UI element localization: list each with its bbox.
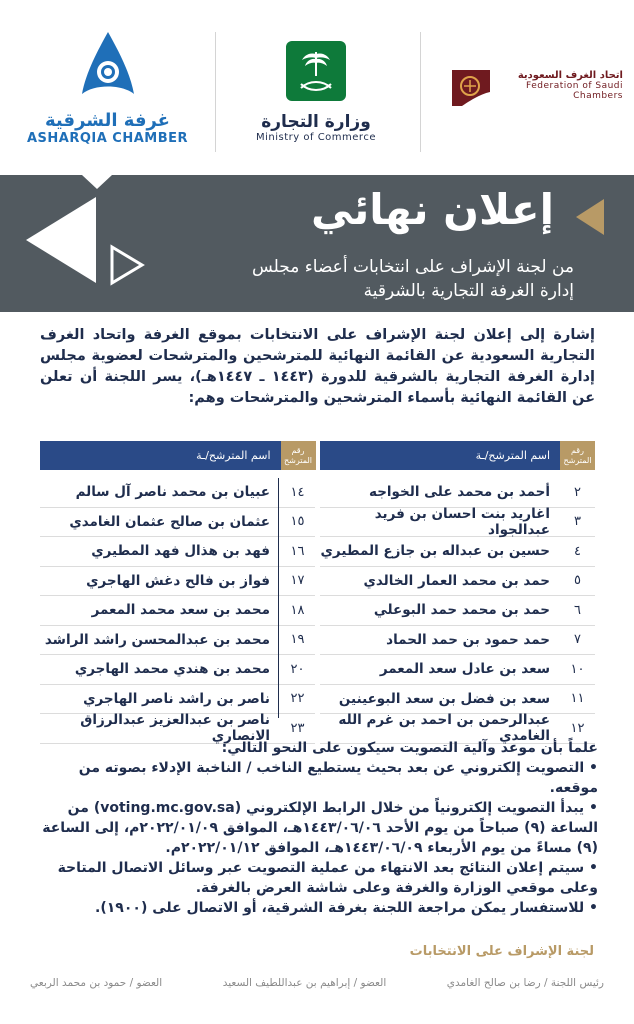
fsc-emblem-icon [448, 62, 494, 108]
column-divider [278, 478, 279, 718]
announcement-subtitle [154, 255, 574, 303]
candidate-name: حسين بن عبداله بن جازع المطيري [320, 543, 550, 560]
candidate-name: محمد بن عبدالمحسن راشد الراشد [44, 631, 270, 648]
signature-chairman: رئيس اللجنة / رضا بن صالح الغامدي [446, 977, 604, 989]
candidate-number: ١٠ [570, 661, 585, 677]
candidate-cell [320, 655, 595, 685]
fsc-logo-en: Federation of Saudi Chambers [526, 80, 623, 101]
candidate-name: سعد بن عادل سعد المعمر [379, 661, 550, 678]
candidate-name: حمد بن محمد حمد البوعلي [373, 602, 550, 619]
asharqia-logo-en: ASHARQIA CHAMBER [26, 131, 189, 146]
candidate-cell [320, 567, 595, 597]
note-text: ) من الساعة (٩) صباحاً من يوم الأحد ١٤٤٣/٠٦/٠٦هـ، الموافق ٢٠٢٢/٠١/٠٩م، إلى الساعة (٩) مساءً من يوم الأربعاء ١٤٤٣/٠٦/٠٩هـ، الموافق ٢٠٢٢/٠١/١٢م. [42, 800, 598, 856]
note-bullet: • التصويت إلكتروني عن بعد بحيث يستطيع الناخب / الناخبة الإدلاء بصوته من موقعه. [78, 760, 598, 796]
candidate-cell [320, 478, 595, 508]
candidate-cell [40, 478, 315, 508]
candidate-cell [40, 685, 315, 715]
table-row [40, 685, 595, 715]
table-row [40, 596, 595, 626]
candidate-cell [40, 508, 315, 538]
table-row [40, 655, 595, 685]
palm-swords-emblem-icon [285, 40, 347, 102]
candidate-name: سعد بن فضل بن سعد البوعينين [338, 690, 550, 707]
candidate-cell [320, 626, 595, 656]
candidate-name: حمد بن محمد العمار الخالدي [363, 572, 550, 589]
candidate-name: عثمان بن صالح عثمان الغامدي [69, 513, 270, 530]
note-bullet: • للاستفسار يمكن مراجعة اللجنة بغرفة الشرقية، أو الاتصال على (١٩٠٠). [95, 900, 598, 916]
num-header-right: رقم المترشح [560, 441, 595, 470]
candidate-number: ٣ [574, 514, 581, 530]
subtitle-line-1: من لجنة الإشراف على انتخابات أعضاء مجلس [251, 257, 574, 277]
gold-triangle-icon [576, 199, 604, 235]
name-header-right: اسم المترشح/ـة [320, 441, 561, 470]
candidate-cell [40, 596, 315, 626]
candidate-number: ٢٢ [290, 691, 305, 707]
signature-member-2: العضو / إبراهيم بن عبداللطيف السعيد [222, 977, 387, 989]
ministry-of-commerce-logo [228, 40, 404, 143]
announcement-title: إعلان نهائي [311, 185, 554, 234]
candidate-number: ٢ [574, 484, 581, 500]
table-row [40, 626, 595, 656]
candidate-cell [40, 655, 315, 685]
candidate-number: ١٩ [290, 632, 305, 648]
voting-notes [38, 738, 598, 918]
candidate-number: ١٧ [290, 573, 305, 589]
voting-link[interactable]: voting.mc.gov.sa [100, 800, 235, 816]
federation-saudi-chambers-logo [448, 62, 623, 108]
candidate-cell [320, 596, 595, 626]
candidate-cell [320, 505, 595, 538]
candidate-name: ناصر بن راشد ناصر الهاجري [83, 690, 270, 707]
candidate-number: ٤ [574, 543, 581, 559]
table-row [40, 567, 595, 597]
logo-divider [215, 32, 216, 152]
table-row [40, 537, 595, 567]
asharqia-chamber-logo [20, 30, 195, 146]
fsc-logo-ar: اتحاد الغرف السعودية [517, 69, 623, 81]
candidate-name: فهد بن هذال فهد المطيري [91, 543, 270, 560]
moc-logo-ar: وزارة التجارة [261, 112, 371, 132]
num-header-left: رقم المترشح [281, 441, 316, 470]
candidate-cell [320, 537, 595, 567]
candidates-table-header [40, 441, 595, 470]
candidate-number: ١٨ [290, 602, 305, 618]
candidate-number: ١١ [570, 691, 585, 707]
signature-member-1: العضو / حمود بن محمد الربعي [30, 977, 163, 989]
asharqia-logo-ar: غرفة الشرقية [45, 110, 170, 131]
note-bullet [38, 798, 598, 858]
notes-heading: علماً بأن موعد وآلية التصويت سيكون على النحو التالي: [221, 740, 598, 756]
candidate-cell [40, 567, 315, 597]
table-row [40, 505, 595, 538]
signatures [30, 977, 604, 989]
note-text: • يبدأ التصويت إلكترونياً من خلال الرابط الإلكتروني ( [234, 800, 598, 816]
candidate-number: ١٦ [290, 543, 305, 559]
candidate-cell [40, 626, 315, 656]
committee-title: لجنة الإشراف على الانتخابات [409, 944, 594, 959]
candidate-cell [40, 537, 315, 567]
intro-paragraph: إشارة إلى إعلان لجنة الإشراف على الانتخابات بموقع الغرفة واتحاد الغرف التجارية السعودية عن القائمة النهائية للمترشحين والمترشحات لعضوية مجلس إدارة الغرفة التجارية بالشرقية للدورة (١٤٤٣ ـ ١٤٤٧هـ)، يسر اللجنة أن تعلن عن القائمة النهائية بأسماء المترشحين والمترشحات وهم: [40, 327, 595, 406]
candidate-name: حمد حمود بن حمد الحماد [386, 631, 550, 648]
asharqia-emblem-icon [68, 30, 148, 100]
candidate-name: عبدالرحمن بن احمد بن غرم الله الغامدي [338, 712, 550, 745]
candidate-number: ١٥ [290, 514, 305, 530]
candidates-table [40, 478, 595, 744]
note-bullet: • سيتم إعلان النتائج بعد الانتهاء من عملية التصويت عبر وسائل الاتصال المتاحة وعلى موقعي الوزارة والغرفة وعلى شاشة العرض بالغرفة. [57, 860, 598, 896]
logo-header [0, 0, 634, 175]
candidate-number: ٧ [574, 632, 581, 648]
candidate-name: ناصر بن عبدالعزيز عبدالرزاق الانصاري [80, 712, 270, 745]
announcement-banner [0, 175, 634, 312]
candidate-name: فواز بن فالح دغش الهاجري [86, 572, 270, 589]
table-row [40, 478, 595, 508]
candidate-name: محمد بن هندي محمد الهاجري [74, 661, 270, 678]
moc-logo-en: Ministry of Commerce [256, 132, 376, 143]
candidate-name: محمد بن سعد محمد المعمر [91, 602, 270, 619]
candidate-number: ٥ [574, 573, 581, 589]
candidate-number: ١٢ [570, 720, 585, 736]
candidate-number: ٦ [574, 602, 581, 618]
logo-divider [420, 32, 421, 152]
candidate-name: اغاريد بنت احسان بن فريد عبدالجواد [374, 505, 550, 538]
subtitle-line-2: إدارة الغرفة التجارية بالشرقية [363, 281, 574, 301]
candidate-name: أحمد بن محمد على الخواجه [369, 484, 550, 501]
candidate-name: عبيان بن محمد ناصر آل سالم [75, 484, 270, 501]
candidate-number: ١٤ [290, 484, 305, 500]
candidate-number: ٢٣ [290, 720, 305, 736]
header-gap [316, 441, 320, 470]
candidate-number: ٢٠ [290, 661, 305, 677]
candidate-cell [320, 685, 595, 715]
name-header-left: اسم المترشح/ـة [40, 441, 281, 470]
